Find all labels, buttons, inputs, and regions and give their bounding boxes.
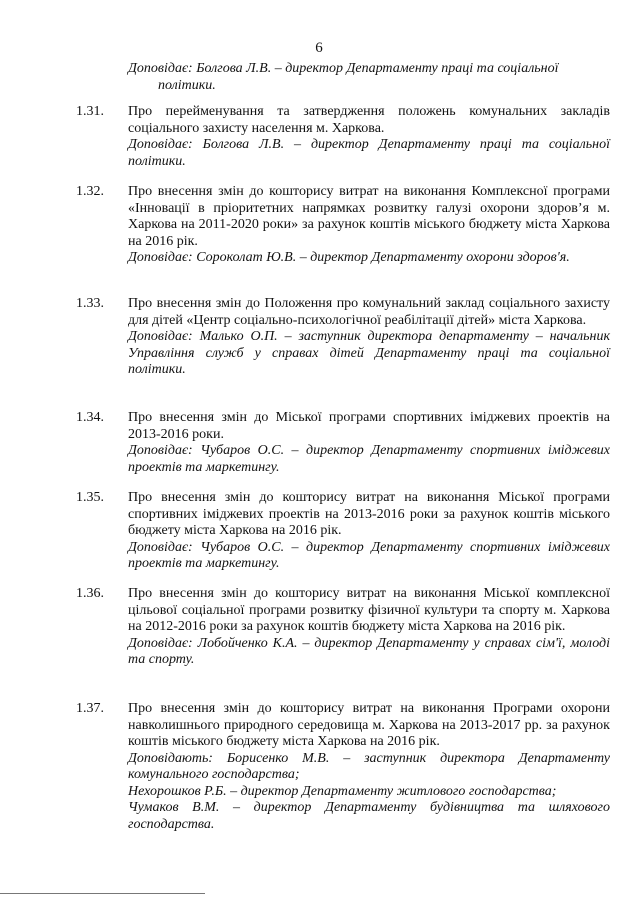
item-title: Про внесення змін до кошторису витрат на виконання Міської програми спортивних іміджевих проектів на 2013-2016 роки за рахунок коштів міського бюджету міста Харкова на 2016 рік. — [128, 490, 610, 538]
item-number: 1.32. — [76, 184, 104, 199]
item-title: Про внесення змін до Міської програми спортивних іміджевих проектів на 2013-2016 роки. — [128, 410, 610, 442]
item-number: 1.37. — [76, 701, 104, 716]
item-title: Про внесення змін до Положення про комунальний заклад соціального захисту для дітей «Центр соціально-психологічної реабілітації дітей» міста Харкова. — [128, 296, 610, 328]
intro-line-1: Доповідає: Болгова Л.В. – директор Департаменту праці та соціальної — [128, 61, 559, 76]
item-title: Про внесення змін до кошторису витрат на виконання Міської комплексної цільової соціальної програми розвитку фізичної культури та спорту м. Харкова на 2012-2016 роки за рахунок коштів бюджету міста Харкова на 2016 рік. — [128, 586, 610, 634]
item-title: Про внесення змін до кошторису витрат на виконання Комплексної програми «Інновації в пріоритетних напрямках розвитку галузі охорони здоров’я м. Харкова на 2011-2020 роки» за рахунок коштів міського бюджету міста Харкова на 2016 рік. — [128, 184, 610, 249]
item-reporter: Доповідає: Чубаров О.С. – директор Департаменту спортивних іміджевих проектів та маркетингу. — [128, 539, 610, 571]
item-reporter: Доповідає: Малько О.П. – заступник директора департаменту – начальник Управління служб у справах дітей Департаменту праці та соціальної політики. — [128, 329, 610, 377]
item-reporter: Доповідає: Болгова Л.В. – директор Департаменту праці та соціальної політики. — [128, 137, 610, 169]
item-reporter-2: Нехорошков Р.Б. – директор Департаменту житлового господарства; — [128, 783, 557, 799]
item-number: 1.34. — [76, 410, 104, 425]
item-reporter: Доповідає: Чубаров О.С. – директор Департаменту спортивних іміджевих проектів та маркетингу. — [128, 443, 610, 475]
item-title: Про внесення змін до кошторису витрат на виконання Програми охорони навколишнього природного середовища м. Харкова на 2013-2017 рр. за рахунок коштів міського бюджету міста Харкова на 2016 рік. — [128, 701, 610, 749]
item-number: 1.33. — [76, 296, 104, 311]
intro-reporter — [128, 61, 610, 94]
item-reporter: Доповідають: Борисенко М.В. – заступник директора Департаменту комунального господарства; — [128, 750, 610, 782]
item-number: 1.36. — [76, 586, 104, 601]
item-reporter: Доповідає: Лобойченко К.А. – директор Департаменту у справах сім'ї, молоді та спорту. — [128, 635, 610, 667]
item-title: Про перейменування та затвердження положень комунальних закладів соціального захисту населення м. Харкова. — [128, 104, 610, 136]
page-number: 6 — [315, 40, 323, 56]
item-number: 1.35. — [76, 490, 104, 505]
item-number: 1.31. — [76, 104, 104, 119]
item-reporter: Доповідає: Сороколат Ю.В. – директор Департаменту охорони здоров'я. — [128, 250, 570, 265]
footer-divider — [0, 893, 205, 894]
intro-line-2: політики. — [158, 77, 216, 93]
item-reporter-3: Чумаков В.М. – директор Департаменту будівництва та шляхового господарства. — [128, 800, 610, 832]
